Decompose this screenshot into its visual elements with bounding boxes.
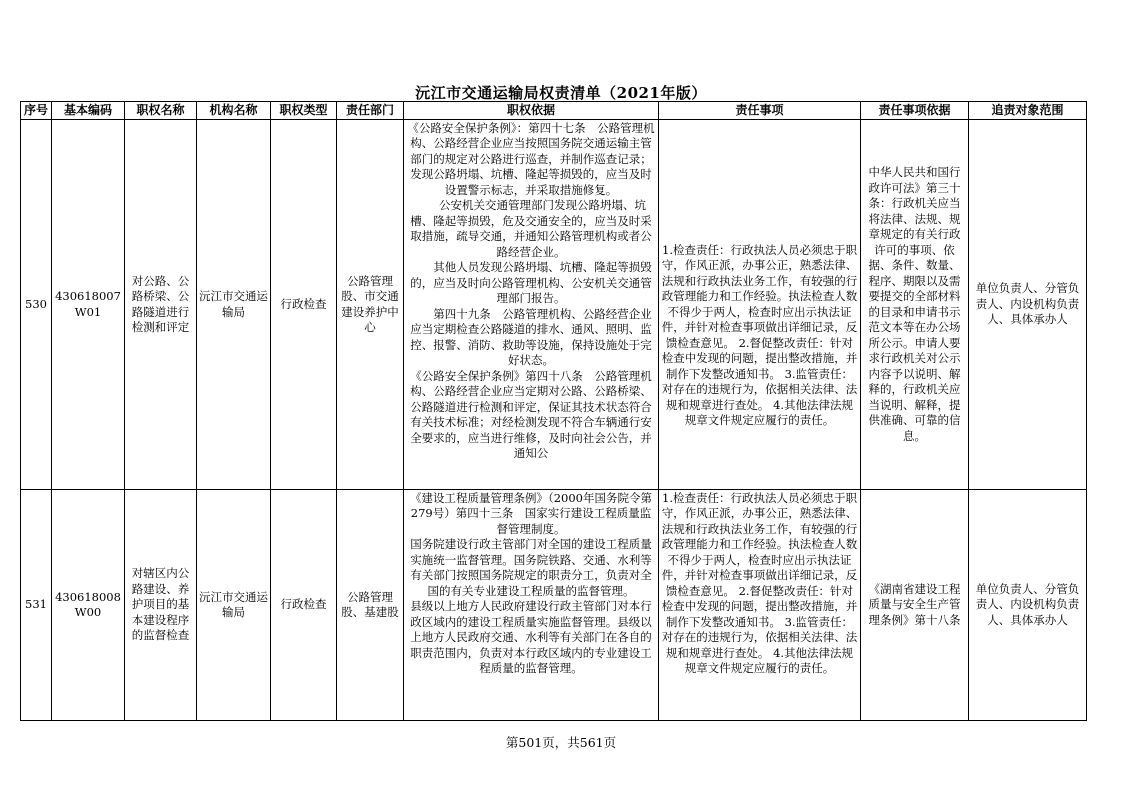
basis-paragraph: 《公路安全保护条例》第四十八条 公路管理机构、公路经营企业应当定期对公路、公路桥梁、公路隧道进行检测和评定，保证其技术状态符合有关技术标准；对经检测发现不符合车辆通行安全要求的，应当进行维修，及时向社会公告，并通知公	[410, 368, 652, 460]
header-type: 职权类型	[271, 102, 337, 120]
cell-dept: 公路管理股、基建股	[337, 490, 404, 721]
document-title: 沅江市交通运输局权责清单（2021年版）	[415, 84, 707, 102]
basis-text-block	[406, 121, 656, 489]
basis-paragraph: 公安机关交通管理部门发现公路坍塌、坑槽、隆起等损毁，危及交通安全的，应当及时采取措施，疏导交通，并通知公路管理机构或者公路经营企业。	[410, 198, 652, 259]
header-org: 机构名称	[197, 102, 271, 120]
cell-resp-basis: 中华人民共和国行政许可法》第三十条：行政机关应当将法律、法规、规章规定的有关行政许可的事项、依据、条件、数量、程序、期限以及需要提交的全部材料的目录和申请书示范文本等在办公场所公示。申请人要求行政机关对公示内容予以说明、解释的，行政机关应当说明、解释，提供准确、可靠的信息。	[861, 120, 969, 490]
header-name: 职权名称	[125, 102, 197, 120]
header-seq: 序号	[21, 102, 52, 120]
cell-basis	[404, 490, 659, 721]
cell-seq: 530	[21, 120, 52, 490]
basis-text-block	[406, 491, 656, 720]
basis-paragraph: 县级以上地方人民政府建设行政主管部门对本行政区域内的建设工程质量实施监督管理。县级以上地方人民政府交通、水利等有关部门在各自的职责范围内，负责对本行政区域内的专业建设工程质量的监督管理。	[410, 599, 652, 675]
header-responsibility: 责任事项	[659, 102, 861, 120]
cell-name: 对辖区内公路建设、养护项目的基本建设程序的监督检查	[125, 490, 197, 721]
basis-paragraph: 《建设工程质量管理条例》（2000年国务院令第279号）第四十三条 国家实行建设工程质量监督管理制度。	[409, 490, 652, 536]
table-row	[21, 120, 1087, 490]
header-resp-basis: 责任事项依据	[861, 102, 969, 120]
header-dept: 责任部门	[337, 102, 404, 120]
header-accountability: 追责对象范围	[969, 102, 1087, 120]
responsibility-table	[20, 101, 1087, 721]
cell-code: 430618007W01	[52, 120, 125, 490]
responsibility-clip	[661, 491, 858, 720]
basis-paragraph: 《公路安全保护条例》：第四十七条 公路管理机构、公路经营企业应当按照国务院交通运输主管部门的规定对公路进行巡查，并制作巡查记录；发现公路坍塌、坑槽、隆起等损毁的，应当及时设置警示标志，并采取措施修复。	[407, 120, 655, 197]
basis-paragraph: 国务院建设行政主管部门对全国的建设工程质量实施统一监督管理。国务院铁路、交通、水利等有关部门按照国务院规定的职责分工，负责对全国的有关专业建设工程质量的监督管理。	[410, 537, 652, 598]
cell-accountability: 单位负责人、分管负责人、内设机构负责人、具体承办人	[969, 120, 1087, 490]
table-row	[21, 490, 1087, 721]
cell-responsibility	[659, 120, 861, 490]
table-header-row	[21, 102, 1087, 120]
cell-dept: 公路管理股、市交通建设养护中心	[337, 120, 404, 490]
cell-resp-basis: 《湖南省建设工程质量与安全生产管理条例》第十八条	[861, 490, 969, 721]
page-footer: 第501页，共561页	[505, 735, 617, 750]
responsibility-text: 1.检查责任：行政执法人员必须忠于职守，作风正派，办事公正，熟悉法律、法规和行政执法业务工作，有较强的行政管理能力和工作经验。执法检查人数不得少于两人，检查时应出示执法证件，并针对检查事项做出详细记录，反馈检查意见。 2.督促整改责任：针对检查中发现的问题，提出整改措施，并制作下发整改通知书。 3.监管责任：对存在的违规行为，依据相关法律、法规和规章进行查处。 4.其他法律法规规章文件规定应履行的责任。	[661, 242, 858, 427]
cell-org: 沅江市交通运输局	[197, 120, 271, 490]
cell-basis	[404, 120, 659, 490]
cell-responsibility	[659, 490, 861, 721]
basis-paragraph: 其他人员发现公路坍塌、坑槽、隆起等损毁的，应当及时向公路管理机构、公安机关交通管理部门报告。	[410, 260, 652, 305]
cell-name: 对公路、公路桥梁、公路隧道进行检测和评定	[125, 120, 197, 490]
header-basis: 职权依据	[404, 102, 659, 120]
cell-org: 沅江市交通运输局	[197, 490, 271, 721]
cell-type: 行政检查	[271, 120, 337, 490]
cell-seq: 531	[21, 490, 52, 721]
cell-code: 430618008W00	[52, 490, 125, 721]
header-code: 基本编码	[52, 102, 125, 120]
responsibility-text: 1.检查责任：行政执法人员必须忠于职守，作风正派，办事公正，熟悉法律、法规和行政执法业务工作，有较强的行政管理能力和工作经验。执法检查人数不得少于两人，检查时应出示执法证件，并针对检查事项做出详细记录，反馈检查意见。 2.督促整改责任：针对检查中发现的问题，提出整改措施，并制作下发整改通知书。 3.监管责任：对存在的违规行为，依据相关法律、法规和规章进行查处。 4.其他法律法规规章文件规定应履行的责任。	[661, 490, 858, 675]
cell-accountability: 单位负责人、分管负责人、内设机构负责人、具体承办人	[969, 490, 1087, 721]
cell-type: 行政检查	[271, 490, 337, 721]
basis-paragraph: 第四十九条 公路管理机构、公路经营企业应当定期检查公路隧道的排水、通风、照明、监控、报警、消防、救助等设施，保持设施处于完好状态。	[410, 306, 652, 367]
